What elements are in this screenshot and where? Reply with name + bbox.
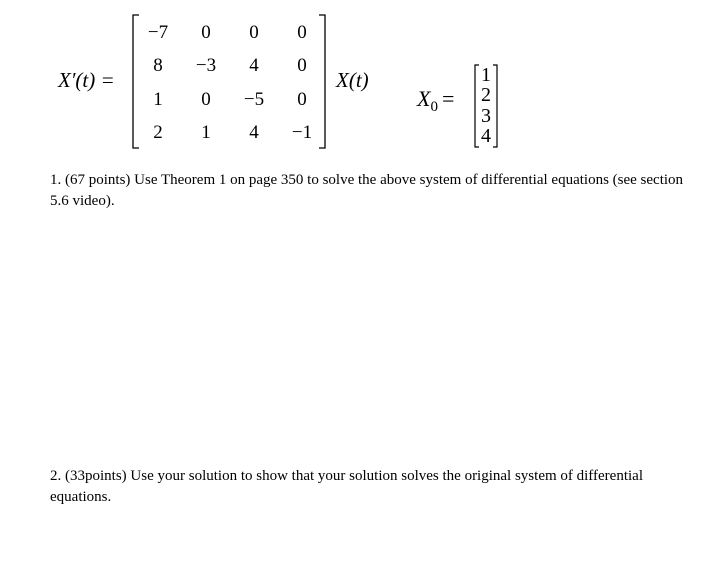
- initial-vector: [474, 64, 498, 148]
- matrix-cell-r1c3: 0: [249, 22, 259, 43]
- equation-lhs: X′(t) =: [58, 68, 115, 92]
- matrix-cell-r4c2: 1: [201, 122, 211, 143]
- initial-var: X: [417, 86, 431, 111]
- initial-equals: =: [441, 86, 455, 111]
- matrix-cell-r1c4: 0: [297, 22, 307, 43]
- initial-condition-label: [417, 86, 454, 116]
- matrix-cell-r4c4: −1: [291, 122, 313, 143]
- question-2: 2. (33points) Use your solution to show that your solution solves the original system of differential equations.: [50, 468, 643, 505]
- matrix-cell-r4c1: 2: [153, 122, 163, 143]
- initial-subscript: 0: [430, 99, 438, 115]
- matrix-cell-r2c3: 4: [249, 55, 259, 76]
- matrix-cell-r3c1: 1: [153, 89, 163, 110]
- matrix-cell-r3c4: 0: [297, 89, 307, 110]
- vector-entry-3: 3: [481, 105, 491, 127]
- matrix-cell-r1c2: 0: [201, 22, 211, 43]
- matrix-cell-r1c1: −7: [147, 22, 169, 43]
- question-1: 1. (67 points) Use Theorem 1 on page 350 to solve the above system of differential equations (see section 5.6 video).: [50, 172, 684, 209]
- vector-entry-2: 2: [481, 84, 491, 106]
- coefficient-matrix: [130, 13, 328, 150]
- matrix-cell-r2c1: 8: [153, 55, 163, 76]
- matrix-cell-r3c2: 0: [201, 89, 211, 110]
- matrix-cell-r3c3: −5: [243, 89, 265, 110]
- vector-entry-4: 4: [481, 125, 491, 147]
- matrix-cell-r2c2: −3: [195, 55, 217, 76]
- vector-entry-1: 1: [481, 64, 491, 86]
- matrix-cell-r4c3: 4: [249, 122, 259, 143]
- state-vector-factor: X(t): [336, 68, 369, 92]
- matrix-cell-r2c4: 0: [297, 55, 307, 76]
